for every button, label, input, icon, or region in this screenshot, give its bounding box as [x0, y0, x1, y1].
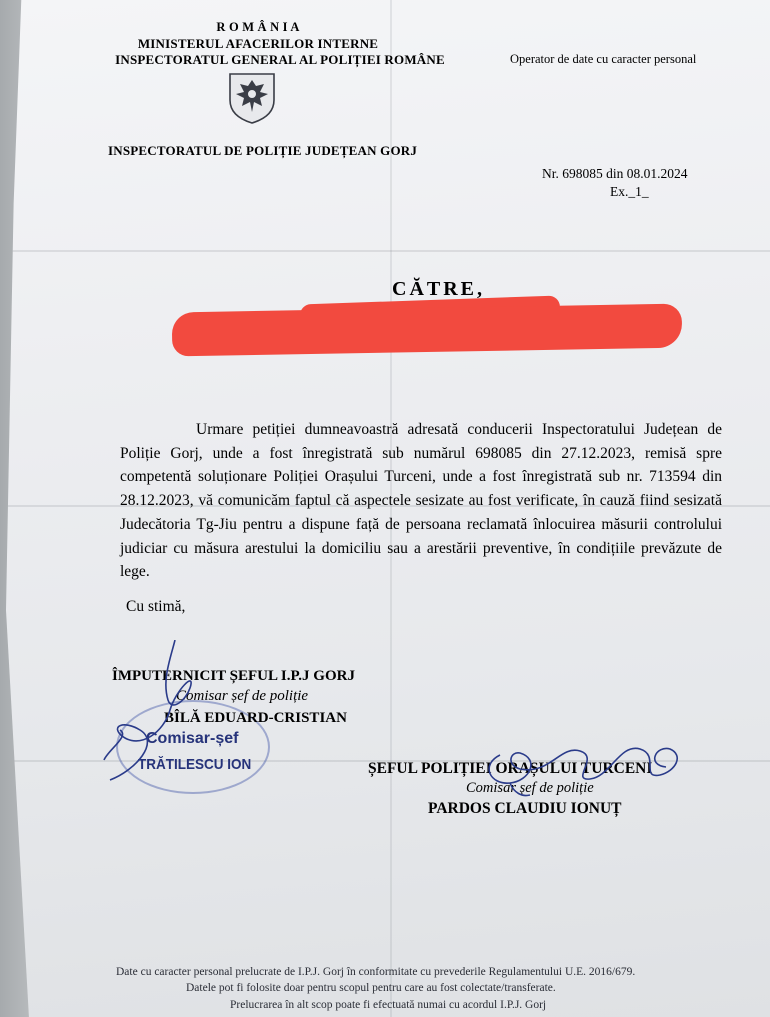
coat-of-arms-icon: [226, 70, 278, 124]
ministry-heading: MINISTERUL AFACERILOR INTERNE: [137, 36, 379, 51]
right-signatory-title: ȘEFUL POLIȚIEI ORAȘULUI TURCENI: [368, 760, 653, 777]
stamp-name: TRĂTILESCU ION: [138, 756, 252, 773]
letter-body: [120, 418, 722, 584]
right-signature: [470, 735, 700, 815]
left-signatory-name: BÎLĂ EDUARD-CRISTIAN: [164, 710, 347, 726]
right-signatory-rank: Comisar șef de poliție: [466, 780, 594, 796]
copy-number: Ex._1_: [610, 184, 649, 199]
body-paragraph: Urmare petiției dumneavoastră adresată conducerii Inspectoratului Județean de Poliție Gorj, unde a fost înregistrată sub numărul 698085 din 27.12.2023, remisă spre competentă soluționare Poliției Orașului Turceni, unde a fost înregistrată sub nr. 713594 din 28.12.2023, vă comunicăm faptul că aspectele sesizate au fost verificate, în cauză fiind sesizată Judecătoria Tg-Jiu pentru a dispune față de persoana reclamată înlocuirea măsurii controlului judiciar cu măsura arestului la domiciliu sau a arestării preventive, în condițiile prevăzute de lege.: [120, 421, 722, 581]
country-heading: R O M Â N I A: [216, 20, 300, 34]
left-signatory-title: ÎMPUTERNICIT ȘEFUL I.P.J GORJ: [112, 668, 355, 684]
fold-line: [6, 250, 770, 252]
left-signature: [100, 640, 290, 790]
closing-line: Cu stimă,: [126, 598, 186, 615]
operator-label: Operator de date cu caracter personal: [510, 52, 697, 66]
stamp-rank: Comisar-șef: [146, 730, 239, 747]
footer-line-3: Prelucrarea în alt scop poate fi efectuată numai cu acordul I.P.J. Gorj: [230, 999, 547, 1011]
redaction-mark: [172, 304, 683, 357]
footer-line-2: Datele pot fi folosite doar pentru scopul pentru care au fost colectate/transferate.: [186, 982, 556, 994]
inspectorate-heading: INSPECTORATUL GENERAL AL POLIȚIEI ROMÂNE: [115, 52, 445, 67]
registration-number: Nr. 698085 din 08.01.2024: [542, 166, 688, 181]
right-signatory-name: PARDOS CLAUDIU IONUȚ: [428, 800, 622, 817]
footer-line-1: Date cu caracter personal prelucrate de I.P.J. Gorj în conformitate cu prevederile Regulamentului U.E. 2016/679.: [116, 966, 636, 978]
recipient-heading: CĂTRE,: [392, 278, 486, 300]
county-inspectorate-heading: INSPECTORATUL DE POLIȚIE JUDEȚEAN GORJ: [108, 143, 418, 158]
left-signatory-rank: Comisar șef de poliție: [176, 688, 309, 704]
